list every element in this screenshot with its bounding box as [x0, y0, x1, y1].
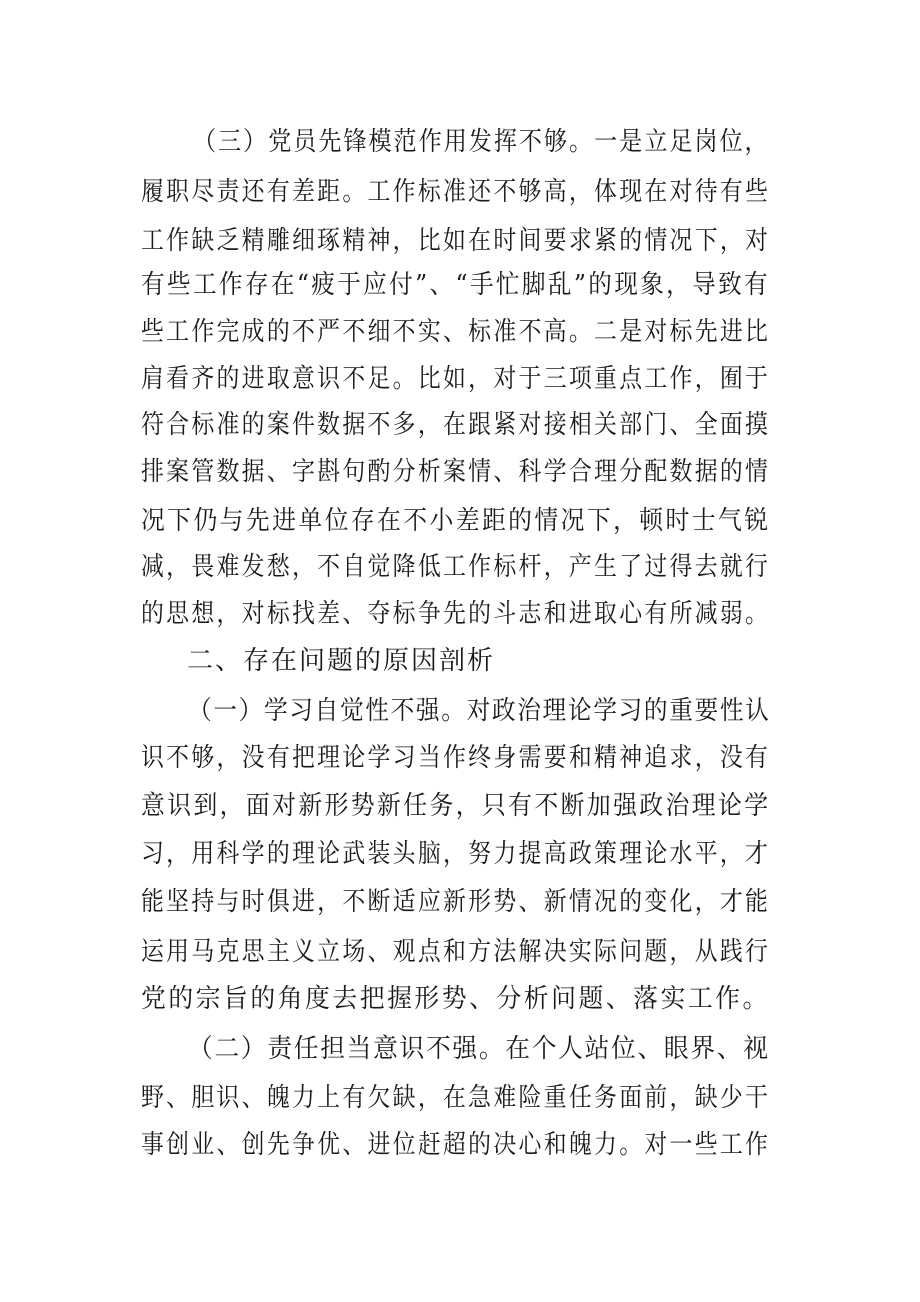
paragraph-3-line-8: 排案管数据、字斟句酌分析案情、科学合理分配数据的情 [141, 457, 771, 487]
section-heading: 二、存在问题的原因剖析 [187, 646, 496, 676]
paragraph-a-line-2: 识不够，没有把理论学习当作终身需要和精神追求，没有 [141, 743, 771, 773]
paragraph-3-line-11: 的思想，对标找差、夺标争先的斗志和进取心有所减弱。 [141, 599, 771, 629]
paragraph-3-line-9: 况下仍与先进单位存在不小差距的情况下，顿时士气锐 [141, 506, 771, 536]
paragraph-a-line-7: 党的宗旨的角度去把握形势、分析问题、落实工作。 [141, 984, 770, 1014]
paragraph-3-line-6: 肩看齐的进取意识不足。比如，对于三项重点工作，囿于 [141, 364, 771, 394]
paragraph-3-line-10: 减，畏难发愁，不自觉降低工作标杆，产生了过得去就行 [141, 552, 771, 582]
paragraph-3-line-3: 工作缺乏精雕细琢精神，比如在时间要求紧的情况下，对 [141, 226, 771, 256]
paragraph-a-line-6: 运用马克思主义立场、观点和方法解决实际问题，从践行 [141, 937, 771, 967]
paragraph-3-line-1: （三）党员先锋模范作用发挥不够。一是立足岗位， [193, 127, 770, 157]
paragraph-3-line-5: 些工作完成的不严不细不实、标准不高。二是对标先进比 [141, 317, 771, 347]
paragraph-a-line-3: 意识到，面对新形势新任务，只有不断加强政治理论学 [141, 791, 771, 821]
paragraph-a-line-5: 能坚持与时俱进，不断适应新形势、新情况的变化，才能 [141, 887, 771, 917]
paragraph-b-line-1: （二）责任担当意识不强。在个人站位、眼界、视 [188, 1034, 770, 1064]
paragraph-b-line-3: 事创业、创先争优、进位赶超的决心和魄力。对一些工作 [141, 1130, 771, 1160]
paragraph-3-line-7: 符合标准的案件数据不多，在跟紧对接相关部门、全面摸 [141, 410, 771, 440]
paragraph-a-line-4: 习，用科学的理论武装头脑，努力提高政策理论水平，才 [141, 839, 771, 869]
paragraph-3-line-4: 有些工作存在“疲于应付”、“手忙脚乱”的现象，导致有 [141, 270, 771, 300]
paragraph-a-line-1: （一）学习自觉性不强。对政治理论学习的重要性认 [188, 696, 771, 726]
paragraph-b-line-2: 野、胆识、魄力上有欠缺，在急难险重任务面前，缺少干 [141, 1083, 771, 1113]
paragraph-3-line-2: 履职尽责还有差距。工作标准还不够高，体现在对待有些 [141, 177, 771, 207]
